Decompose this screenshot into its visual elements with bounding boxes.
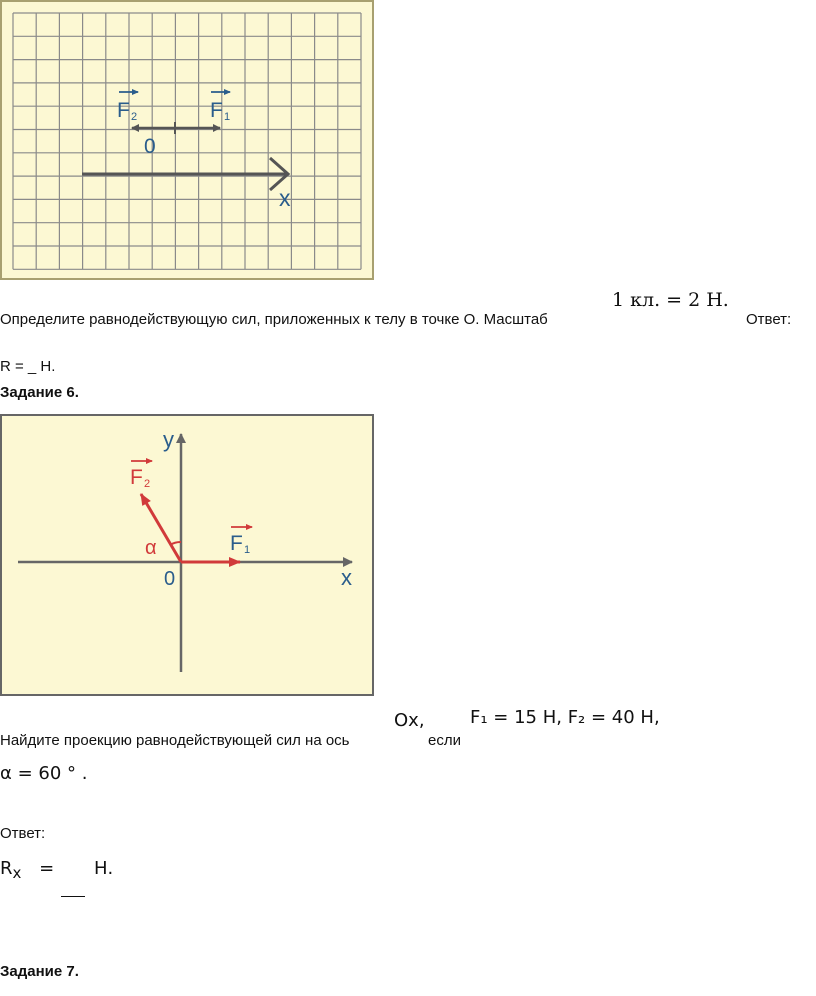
answer-formula xyxy=(0,858,114,882)
projection-figure xyxy=(0,414,374,696)
answer-var: R xyxy=(0,858,13,879)
origin-label: 0 xyxy=(164,568,176,590)
figure-background xyxy=(1,415,373,695)
answer-blank[interactable] xyxy=(61,896,85,897)
f1-label-sub: 1 xyxy=(224,111,231,123)
forces-formula: F₁ = 15 Н, F₂ = 40 Н, xyxy=(470,707,660,728)
task5-answer-label: Ответ: xyxy=(746,311,792,328)
task5-answer-line: R = _ Н. xyxy=(0,358,56,375)
f2-label-sub: 2 xyxy=(144,478,151,490)
f2-label-sub: 2 xyxy=(131,111,138,123)
scale-formula: 1 кл. = 2 Н. xyxy=(612,289,729,311)
f2-label: F xyxy=(117,99,130,122)
task5-question: Определите равнодействующую сил, приложенных к телу в точке О. Масштаб xyxy=(0,311,548,328)
task6-answer-label: Ответ: xyxy=(0,825,46,842)
task6-title: Задание 6. xyxy=(0,384,79,401)
alpha-label: α xyxy=(145,537,157,559)
force-grid-svg xyxy=(0,0,374,280)
x-axis-label: x xyxy=(279,185,291,211)
y-axis-label: y xyxy=(163,427,174,452)
f1-label: F xyxy=(230,532,243,555)
figure-background xyxy=(1,1,373,279)
task6-question: Найдите проекцию равнодействующей сил на ось xyxy=(0,732,350,749)
origin-label: 0 xyxy=(144,135,156,158)
answer-sub: x xyxy=(12,864,22,882)
axis-ox: Ox, xyxy=(394,710,425,731)
answer-eq: = xyxy=(39,858,55,879)
x-axis-label: x xyxy=(341,565,352,590)
answer-unit: Н. xyxy=(93,858,114,879)
f2-label: F xyxy=(130,466,143,489)
task7-title: Задание 7. xyxy=(0,963,79,980)
force-grid-figure xyxy=(0,0,374,280)
projection-svg xyxy=(0,414,374,696)
angle-formula: α = 60 ° . xyxy=(0,763,88,784)
f1-label-sub: 1 xyxy=(244,544,251,556)
task6-if-word: если xyxy=(428,732,461,749)
f1-label: F xyxy=(210,99,223,122)
